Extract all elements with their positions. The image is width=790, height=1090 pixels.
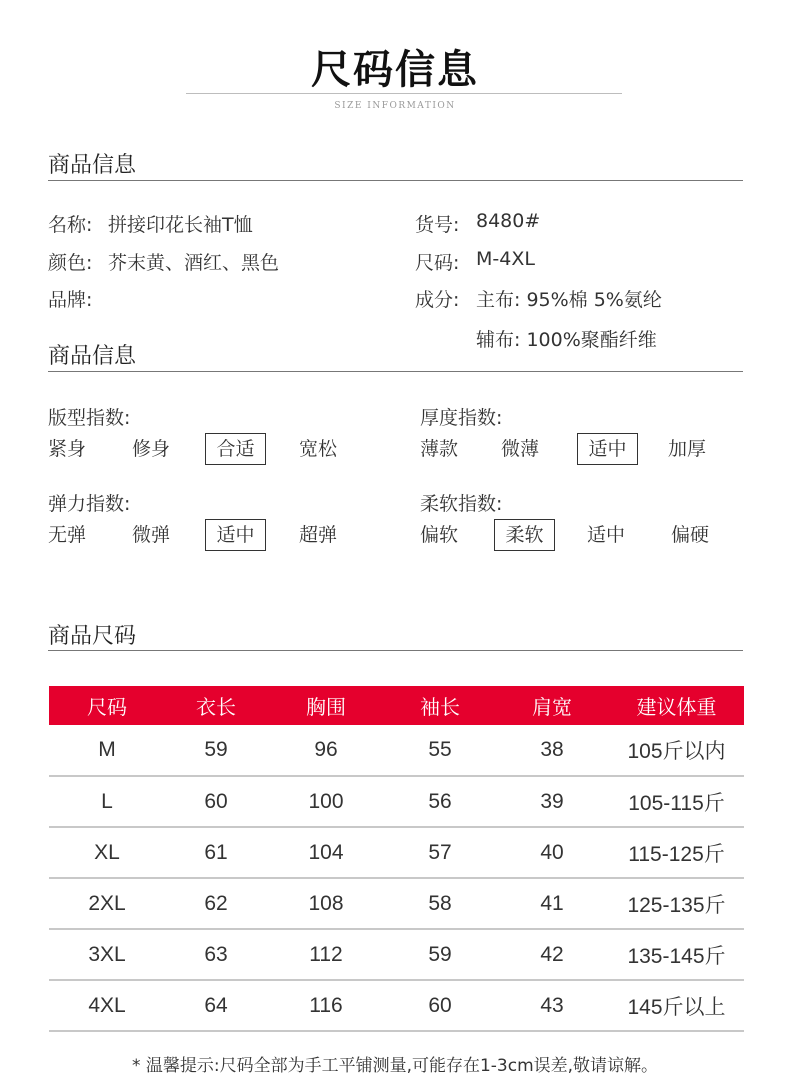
thickness-index-label: 厚度指数: — [420, 407, 503, 429]
size-chart-heading: 商品尺码 — [48, 624, 137, 649]
softness-option-hard: 偏硬 — [671, 524, 710, 546]
cell-length: 62 — [165, 878, 267, 929]
color-label: 颜色: — [48, 252, 93, 274]
cell-chest: 104 — [267, 827, 385, 878]
fit-option-slim: 修身 — [132, 438, 171, 460]
cell-sleeve: 60 — [385, 980, 495, 1031]
cell-length: 63 — [165, 929, 267, 980]
size-chart-divider — [48, 650, 743, 651]
cell-length: 61 — [165, 827, 267, 878]
cell-shoulder: 40 — [495, 827, 609, 878]
fit-index-label: 版型指数: — [48, 407, 131, 429]
cell-sleeve: 58 — [385, 878, 495, 929]
cell-length: 59 — [165, 725, 267, 776]
cell-shoulder: 38 — [495, 725, 609, 776]
page-title: 尺码信息 — [311, 47, 479, 93]
cell-shoulder: 41 — [495, 878, 609, 929]
header-length: 衣长 — [165, 686, 267, 725]
brand-label: 品牌: — [48, 289, 93, 311]
table-row — [49, 827, 744, 878]
cell-shoulder: 43 — [495, 980, 609, 1031]
cell-chest: 116 — [267, 980, 385, 1031]
softness-option-medium: 适中 — [587, 524, 626, 546]
color-value: 芥末黄、酒红、黑色 — [108, 252, 280, 274]
elasticity-option-none: 无弹 — [48, 524, 87, 546]
cell-shoulder: 39 — [495, 776, 609, 827]
measurement-note: * 温馨提示:尺码全部为手工平铺测量,可能存在1-3cm误差,敬请谅解。 — [131, 1056, 659, 1076]
size-range-label: 尺码: — [415, 252, 460, 274]
cell-weight: 115-125斤 — [609, 827, 744, 878]
cell-size: 2XL — [49, 878, 165, 929]
table-row — [49, 929, 744, 980]
cell-sleeve: 57 — [385, 827, 495, 878]
table-row — [49, 980, 744, 1031]
elasticity-option-medium-selected: 适中 — [205, 519, 266, 551]
table-row — [49, 878, 744, 929]
fit-option-regular-selected: 合适 — [205, 433, 266, 465]
material-sub: 辅布: 100%聚酯纤维 — [476, 329, 657, 351]
header-chest: 胸围 — [267, 686, 385, 725]
cell-sleeve: 59 — [385, 929, 495, 980]
cell-sleeve: 55 — [385, 725, 495, 776]
item-no-value: 8480# — [476, 210, 541, 232]
cell-size: M — [49, 725, 165, 776]
title-divider — [186, 93, 622, 94]
softness-option-soft-selected: 柔软 — [494, 519, 555, 551]
product-info-heading: 商品信息 — [48, 153, 137, 178]
cell-chest: 108 — [267, 878, 385, 929]
page-subtitle: SIZE INFORMATION — [334, 101, 456, 111]
cell-weight: 135-145斤 — [609, 929, 744, 980]
item-no-label: 货号: — [415, 214, 460, 236]
cell-size: 3XL — [49, 929, 165, 980]
cell-length: 64 — [165, 980, 267, 1031]
thickness-option-thin: 薄款 — [420, 438, 459, 460]
elasticity-option-super: 超弹 — [299, 524, 338, 546]
cell-shoulder: 42 — [495, 929, 609, 980]
header-size: 尺码 — [49, 686, 165, 725]
indices-heading: 商品信息 — [48, 344, 137, 369]
name-value: 拼接印花长袖T恤 — [108, 214, 253, 236]
softness-index-label: 柔软指数: — [420, 493, 503, 515]
header-sleeve: 袖长 — [385, 686, 495, 725]
cell-weight: 105-115斤 — [609, 776, 744, 827]
cell-chest: 96 — [267, 725, 385, 776]
thickness-option-slightly-thin: 微薄 — [501, 438, 540, 460]
header-shoulder: 肩宽 — [495, 686, 609, 725]
size-range-value: M-4XL — [476, 248, 535, 270]
softness-option-slightly-soft: 偏软 — [420, 524, 459, 546]
elasticity-index-label: 弹力指数: — [48, 493, 131, 515]
cell-size: L — [49, 776, 165, 827]
name-label: 名称: — [48, 214, 93, 236]
fit-option-loose: 宽松 — [299, 438, 338, 460]
cell-weight: 145斤以上 — [609, 980, 744, 1031]
elasticity-option-slight: 微弹 — [132, 524, 171, 546]
cell-size: XL — [49, 827, 165, 878]
fit-option-tight: 紧身 — [48, 438, 87, 460]
table-row — [49, 776, 744, 827]
cell-chest: 112 — [267, 929, 385, 980]
cell-chest: 100 — [267, 776, 385, 827]
cell-weight: 125-135斤 — [609, 878, 744, 929]
cell-length: 60 — [165, 776, 267, 827]
thickness-option-thick: 加厚 — [668, 438, 707, 460]
thickness-option-medium-selected: 适中 — [577, 433, 638, 465]
size-table-header-row — [49, 686, 744, 725]
product-info-divider — [48, 180, 743, 181]
material-label: 成分: — [415, 289, 460, 311]
cell-size: 4XL — [49, 980, 165, 1031]
indices-divider — [48, 371, 743, 372]
size-table — [49, 686, 744, 1032]
table-row — [49, 725, 744, 776]
cell-weight: 105斤以内 — [609, 725, 744, 776]
material-main: 主布: 95%棉 5%氨纶 — [476, 289, 662, 311]
cell-sleeve: 56 — [385, 776, 495, 827]
header-weight: 建议体重 — [609, 686, 744, 725]
